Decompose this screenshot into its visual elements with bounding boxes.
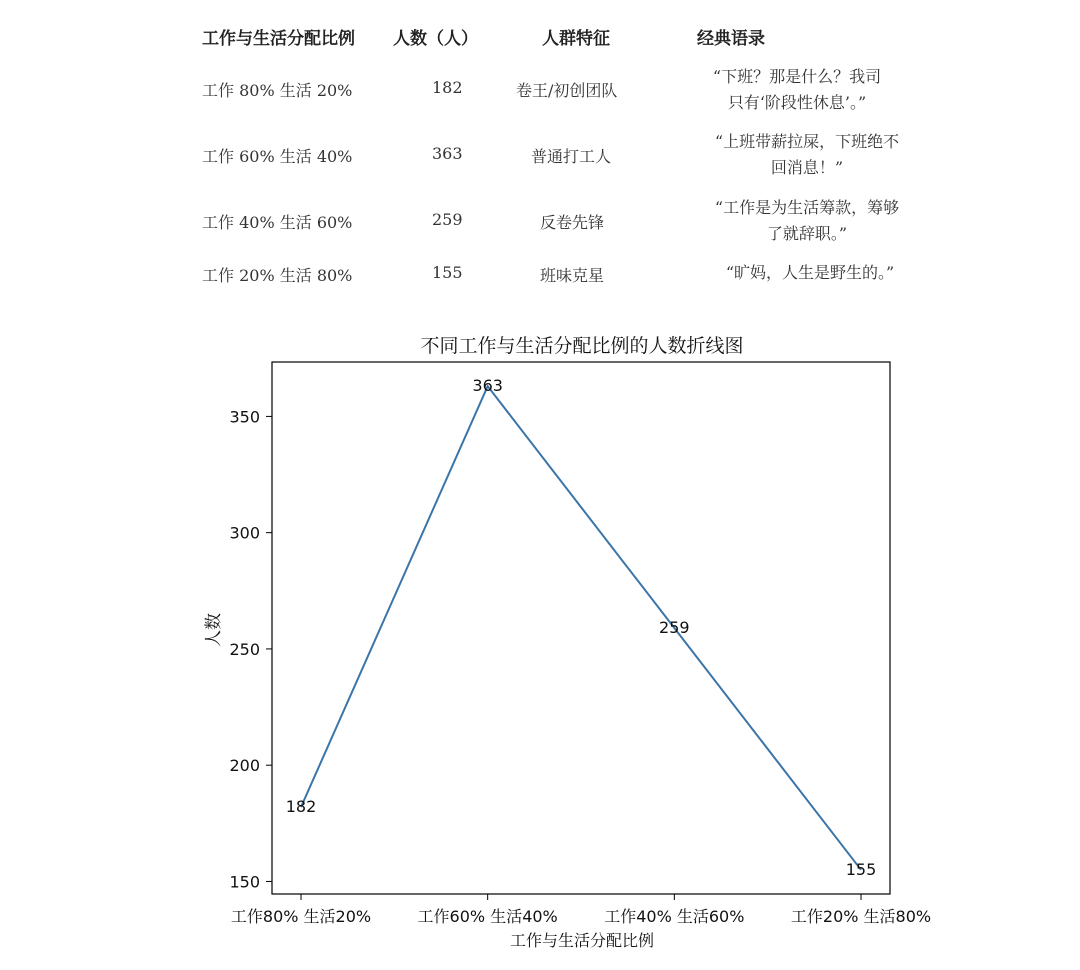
row2-trait: 普通打工人 <box>531 147 612 166</box>
header-trait: 人群特征 <box>542 29 610 49</box>
row4-trait: 班味克星 <box>540 266 605 285</box>
data-labels <box>286 376 877 879</box>
y-tick-label: 200 <box>229 756 260 776</box>
data-label: 259 <box>659 618 690 637</box>
y-tick-label: 350 <box>229 407 260 427</box>
y-tick-label: 150 <box>229 872 260 892</box>
header-quote: 经典语录 <box>697 29 765 49</box>
row4-ratio: 工作 20% 生活 80% <box>202 266 353 285</box>
row2-count: 363 <box>432 144 463 163</box>
data-label: 155 <box>845 859 877 879</box>
data-label: 182 <box>285 797 317 817</box>
plot-frame <box>272 362 890 894</box>
y-tick-label: 300 <box>229 523 260 543</box>
x-tick-label: 工作20% 生活80% <box>790 907 932 926</box>
x-axis-label: 工作与生活分配比例 <box>509 931 655 950</box>
row1-ratio: 工作 80% 生活 20% <box>202 81 353 100</box>
x-axis <box>231 894 931 926</box>
row1-quote-line1: “下班？那是什么？我司 <box>712 67 882 86</box>
row3-trait: 反卷先锋 <box>540 213 605 232</box>
row2-ratio: 工作 60% 生活 40% <box>202 147 353 166</box>
series-line <box>301 386 861 870</box>
row4-quote <box>690 260 930 286</box>
header-ratio: 工作与生活分配比例 <box>202 29 355 49</box>
row4-quote-line1: “旷妈，人生是野生的。” <box>725 263 895 282</box>
line-chart <box>0 300 1080 970</box>
row3-quote-line1: “工作是为生活筹款，筹够 <box>714 198 900 217</box>
chart-title: 不同工作与生活分配比例的人数折线图 <box>420 335 744 357</box>
row2-quote-line1: “上班带薪拉屎，下班绝不 <box>714 132 900 151</box>
header-count: 人数（人） <box>393 29 478 49</box>
data-table <box>0 0 1080 300</box>
row3-quote-line2: 了就辞职。” <box>766 224 848 243</box>
x-tick-label: 工作60% 生活40% <box>417 907 558 926</box>
y-axis-label: 人数 <box>204 613 224 647</box>
row4-count: 155 <box>432 263 463 282</box>
data-label: 363 <box>472 376 503 396</box>
y-tick-label: 250 <box>229 639 260 659</box>
row3-quote <box>687 195 927 247</box>
row3-count: 259 <box>432 210 463 229</box>
row1-quote <box>677 64 917 116</box>
row1-trait: 卷王/初创团队 <box>516 81 618 100</box>
row2-quote-line2: 回消息！” <box>770 158 844 177</box>
row1-count: 182 <box>432 78 463 97</box>
row3-ratio: 工作 40% 生活 60% <box>202 213 353 232</box>
row1-quote-line2: 只有‘阶段性休息’。” <box>727 93 867 112</box>
row2-quote <box>687 129 927 181</box>
x-tick-label: 工作40% 生活60% <box>604 907 745 926</box>
x-tick-label: 工作80% 生活20% <box>230 907 372 926</box>
y-axis <box>229 407 272 891</box>
